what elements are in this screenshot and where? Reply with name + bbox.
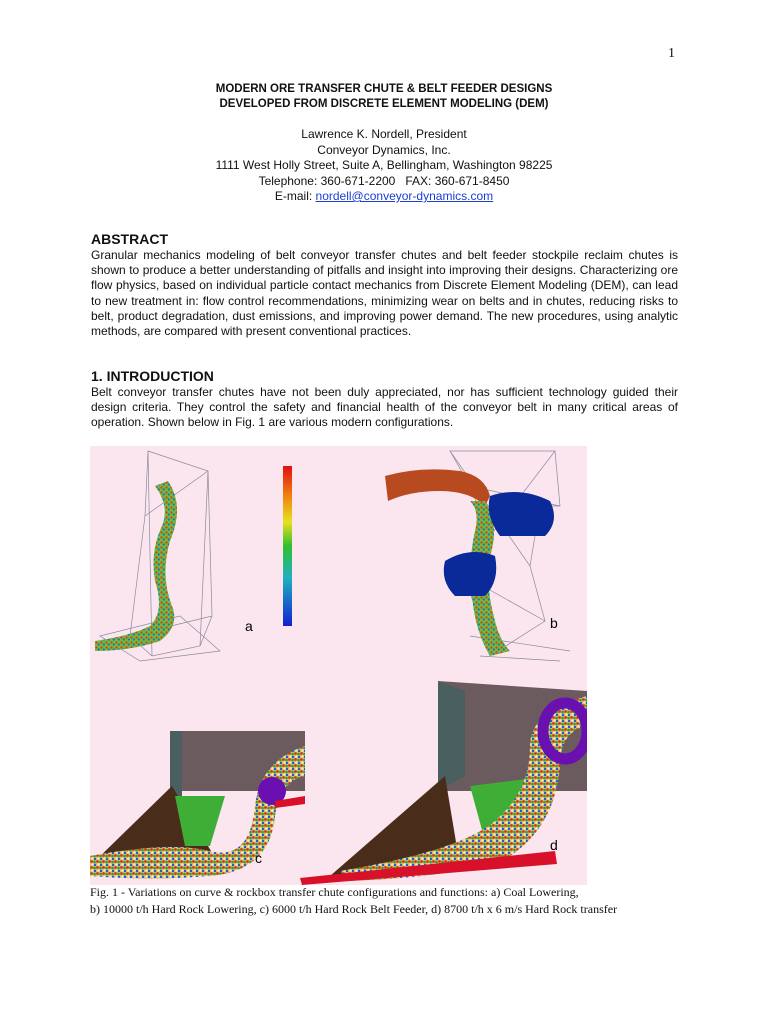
paper-title [0, 82, 768, 112]
title-line-2: DEVELOPED FROM DISCRETE ELEMENT MODELING (DEM) [219, 98, 549, 110]
panel-b-rock-pile-upper [489, 492, 554, 536]
email-link[interactable]: nordell@conveyor-dynamics.com [315, 189, 494, 203]
page-number: 1 [668, 46, 675, 61]
panel-d [300, 681, 587, 885]
caption-line-2: b) 10000 t/h Hard Rock Lowering, c) 6000 t/h Hard Rock Belt Feeder, d) 8700 t/h x 6 m/s Hard Rock transfer [90, 902, 618, 916]
author-phone: Telephone: 360-671-2200 FAX: 360-671-8450 [258, 173, 510, 188]
figure-1-graphic [90, 446, 587, 885]
figure-1 [90, 446, 587, 885]
introduction-text: Belt conveyor transfer chutes have not been duly appreciated, nor has sufficient technology guided their design criteria. They control the safety and financial health of the conveyor belt in many critical areas of operation. Shown below in Fig. 1 are various modern configurations. [91, 385, 678, 430]
abstract-heading: ABSTRACT [91, 231, 168, 247]
label-d: d [550, 837, 558, 853]
panel-b-rock-pile-lower [444, 552, 497, 596]
abstract-text: Granular mechanics modeling of belt conveyor transfer chutes and belt feeder stockpile reclaim chutes is shown to produce a better understanding of pitfalls and insight into improving their designs. Characterizing ore flow physics, based on individual particle contact mechanics from Discrete Element Modeling (DEM), can lead to new treatment in: flow control recommendations, minimizing wear on belts and in chutes, reducing risks to belt, product degradation, dust emissions, and improving power demand. The new procedures, using analytic methods, are compared with present conventional practices. [91, 248, 678, 339]
label-b: b [550, 615, 558, 631]
introduction-heading: 1. INTRODUCTION [91, 368, 214, 384]
panel-a-coal-stream [95, 481, 177, 651]
label-c: c [255, 850, 262, 866]
panel-b-feed-belt [385, 469, 490, 506]
label-a: a [245, 618, 253, 634]
panel-b [385, 451, 570, 661]
author-address: 1111 West Holly Street, Suite A, Bellingham, Washington 98225 [215, 158, 553, 172]
figure-caption [90, 884, 690, 918]
title-line-1: MODERN ORE TRANSFER CHUTE & BELT FEEDER DESIGNS [215, 83, 553, 95]
colorbar [283, 466, 292, 626]
caption-line-1: Fig. 1 - Variations on curve & rockbox transfer chute configurations and functions: a) Coal Lowering, [90, 885, 579, 899]
panel-c [90, 731, 305, 879]
panel-d-plate [438, 681, 465, 791]
author-block [0, 127, 768, 205]
author-company: Conveyor Dynamics, Inc. [317, 142, 451, 157]
panel-a [95, 451, 292, 661]
author-email-line [0, 189, 768, 205]
author-name: Lawrence K. Nordell, President [301, 127, 467, 141]
email-label: E-mail: [274, 189, 316, 203]
